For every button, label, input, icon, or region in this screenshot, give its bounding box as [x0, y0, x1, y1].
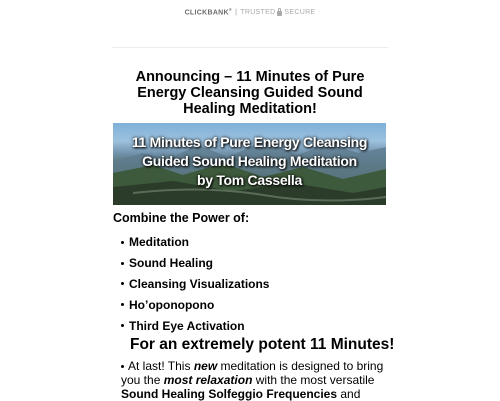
combine-label: Combine the Power of:	[113, 211, 250, 225]
list-item-label: Meditation	[129, 235, 189, 250]
lock-icon	[277, 11, 282, 16]
list-item	[121, 315, 269, 336]
clickbank-logo: CLICKBANK®	[184, 7, 233, 17]
list-item-label: Ho’oponopono	[129, 297, 215, 312]
list-item-label: Third Eye Activation	[129, 318, 245, 333]
potent-heading: For an extremely potent 11 Minutes!	[130, 336, 395, 353]
badge-separator: |	[235, 8, 238, 16]
banner-line-1: 11 Minutes of Pure Energy Cleansing	[131, 134, 368, 150]
paragraph-text: At last! This	[128, 359, 194, 373]
list-item	[121, 232, 269, 253]
trusted-label: TRUSTED	[240, 8, 276, 16]
clickbank-trust-badge	[0, 0, 500, 24]
bullet-icon	[121, 241, 124, 244]
bullet-icon	[121, 365, 124, 368]
banner-line-2: Guided Sound Healing Meditation	[142, 153, 357, 169]
header-divider	[112, 47, 388, 48]
bullet-icon	[121, 282, 124, 285]
emphasis-solfeggio: Sound Healing Solfeggio Frequencies	[121, 387, 338, 401]
secure-label: SECURE	[284, 8, 316, 16]
list-item-label: Sound Healing	[129, 256, 213, 271]
emphasis-most-relaxation: most relaxation	[163, 373, 253, 387]
bullet-icon	[121, 324, 124, 327]
list-item-label: Cleansing Visualizations	[129, 276, 270, 291]
paragraph-text: and	[337, 387, 361, 401]
list-item	[121, 294, 269, 315]
powers-list	[121, 232, 269, 336]
page-headline: Announcing – 11 Minutes of Pure Energy Cleansing Guided Sound Healing Meditation!	[135, 69, 365, 117]
intro-paragraph	[121, 359, 391, 401]
paragraph-text: meditation is designed to bring you the	[121, 359, 384, 387]
banner-line-3: by Tom Cassella	[197, 172, 302, 188]
product-banner-image	[113, 123, 386, 205]
list-item	[121, 253, 269, 274]
bullet-icon	[121, 262, 124, 265]
list-item	[121, 274, 269, 295]
banner-title	[113, 133, 386, 190]
paragraph-text: with the most versatile	[252, 373, 375, 387]
bullet-icon	[121, 303, 124, 306]
emphasis-new: new	[193, 359, 218, 373]
